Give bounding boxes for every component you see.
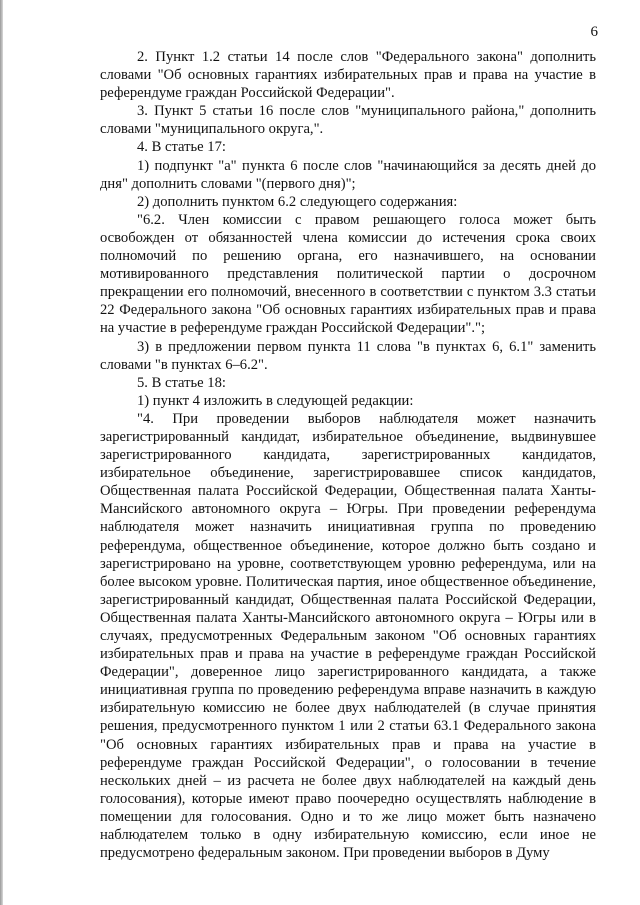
paragraph-item-4-heading: 4. В статье 17: bbox=[137, 139, 226, 156]
paragraph-subitem-5-1: 1) пункт 4 изложить в следующей редакции: bbox=[137, 392, 414, 409]
document-body bbox=[100, 48, 596, 862]
scan-edge bbox=[0, 0, 3, 905]
paragraph-quote-4: "4. При проведении выборов наблюдателя может назначить зарегистрированный кандидат, избирательное объединение, выдвинувшее зарегистрированного кандидата, зарегистрированных кандидатов, избирательное объединение, зарегистрировавшее список кандидатов, Общественная палата Российской Федерации, Общественная палата Ханты-Мансийского автономного округа – Югры. При проведении референдума наблюдателя может назначить инициативная группа по проведению референдума, общественное объединение, которое должно быть создано и зарегистрировано на уровне, соответствующем уровню референдума, или на более высоком уровне. Политическая партия, иное общественное объединение, зарегистрированный кандидат, Общественная палата Российской Федерации, Общественная палата Ханты-Мансийского автономного округа – Югры или в случаях, предусмотренных Федеральным законом "Об основных гарантиях избирательных прав и права на участие в референдуме граждан Российской Федерации", доверенное лицо зарегистрированного кандидата, а также инициативная группа по проведению референдума вправе назначить в каждую избирательную комиссию не более двух наблюдателей (в случае принятия решения, предусмотренного пунктом 1 или 2 статьи 63.1 Федерального закона "Об основных гарантиях избирательных прав и права на участие в референдуме граждан Российской Федерации", о голосовании в течение нескольких дней – из расчета не более двух наблюдателей на каждый день голосования), которые имеют право поочередно осуществлять наблюдение в помещении для голосования. Одно и то же лицо может быть назначено наблюдателем только в одну избирательную комиссию, если иное не предусмотрено федеральным законом. При проведении выборов в Думу bbox=[100, 410, 596, 862]
paragraph-subitem-4-2: 2) дополнить пунктом 6.2 следующего содержания: bbox=[137, 193, 458, 210]
paragraph-subitem-4-1: 1) подпункт "а" пункта 6 после слов "начинающийся за десять дней до дня" дополнить словами "(первого дня)"; bbox=[100, 157, 596, 192]
paragraph-item-3: 3. Пункт 5 статьи 16 после слов "муниципального района," дополнить словами "муниципального округа,". bbox=[100, 103, 596, 138]
page-number: 6 bbox=[590, 24, 598, 40]
paragraph-item-2: 2. Пункт 1.2 статьи 14 после слов "Федерального закона" дополнить словами "Об основных гарантиях избирательных прав и права на участие в референдуме граждан Российской Федерации". bbox=[100, 49, 596, 102]
paragraph-item-5-heading: 5. В статье 18: bbox=[137, 374, 226, 391]
paragraph-subitem-4-3: 3) в предложении первом пункта 11 слова "в пунктах 6, 6.1" заменить словами "в пунктах 6–6.2". bbox=[100, 338, 596, 373]
paragraph-quote-6-2: "6.2. Член комиссии с правом решающего голоса может быть освобожден от обязанностей члена комиссии до истечения срока своих полномочий по решению органа, его назначившего, на основании мотивированного представления политической партии о досрочном прекращении его полномочий, внесенного в соответствии с пунктом 3.3 статьи 22 Федерального закона "Об основных гарантиях избирательных прав и права на участие в референдуме граждан Российской Федерации"."; bbox=[100, 211, 596, 337]
